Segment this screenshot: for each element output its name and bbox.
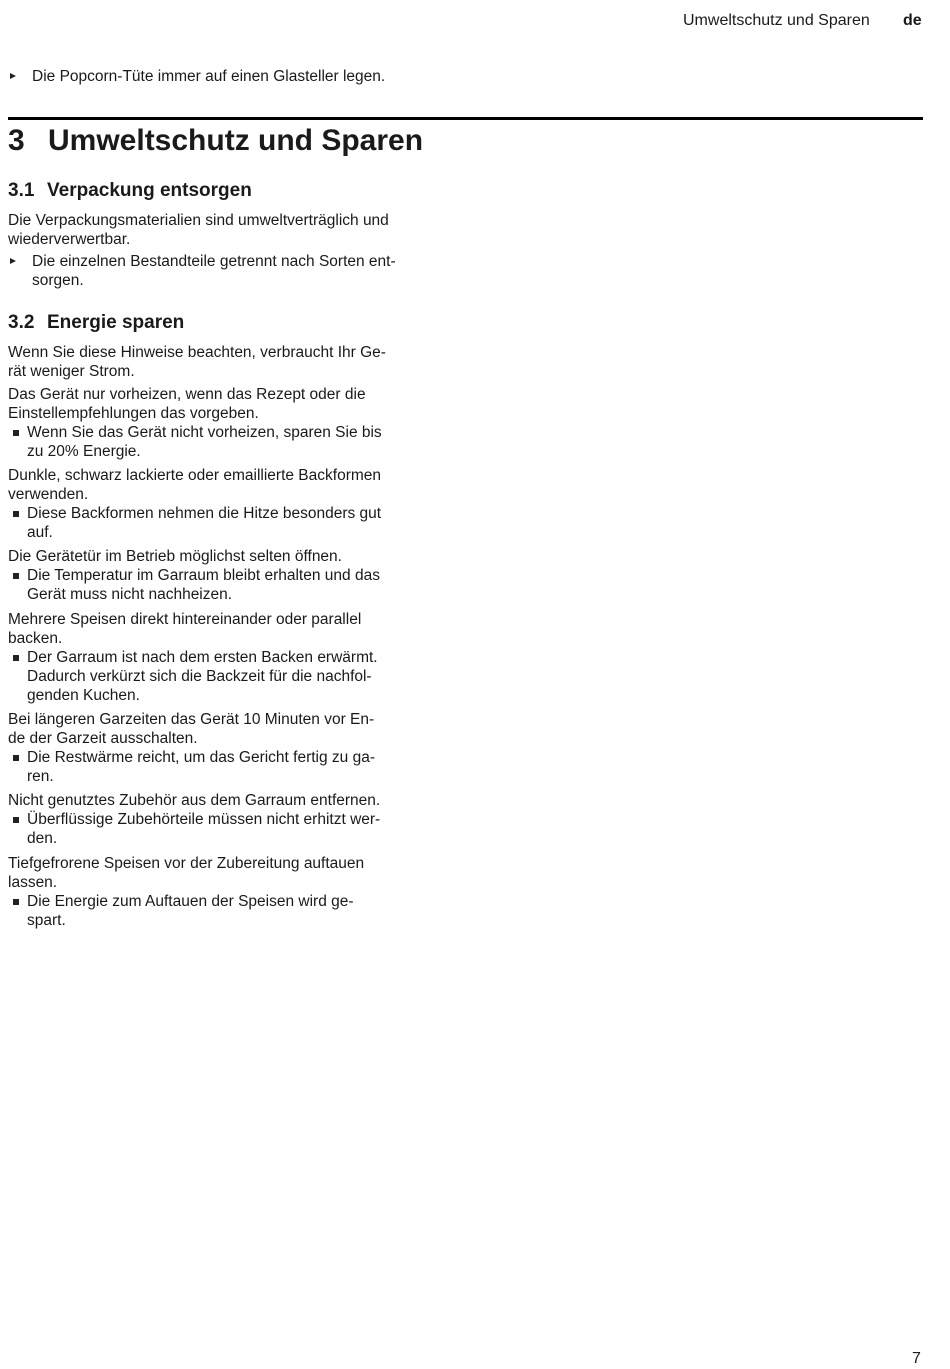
text-line: verwenden. [8, 486, 89, 503]
text-line: Tiefgefrorene Speisen vor der Zubereitung auftauen [8, 855, 365, 872]
chapter-divider [8, 117, 923, 120]
section-number: 3.2 [8, 312, 35, 333]
text-line: spart. [27, 912, 66, 929]
paragraph [8, 211, 448, 249]
instruction-text: Die Popcorn-Tüte immer auf einen Glasteller legen. [32, 68, 386, 85]
text-line: Wenn Sie diese Hinweise beachten, verbraucht Ihr Ge- [8, 344, 386, 361]
paragraph [8, 547, 448, 566]
chapter-number: 3 [8, 124, 25, 157]
list-item [8, 648, 448, 705]
square-bullet-icon [13, 817, 19, 823]
text-line: Diese Backformen nehmen die Hitze besonders gut [27, 505, 382, 522]
text-line: Mehrere Speisen direkt hintereinander oder parallel [8, 611, 362, 628]
square-bullet-icon [13, 511, 19, 517]
text-line: Das Gerät nur vorheizen, wenn das Rezept oder die [8, 386, 366, 403]
text-line: Der Garraum ist nach dem ersten Backen erwärmt. [27, 649, 378, 666]
paragraph [8, 791, 448, 810]
list-item [8, 810, 448, 848]
language-code: de [903, 12, 922, 29]
text-line: backen. [8, 630, 63, 647]
running-header-title: Umweltschutz und Sparen [683, 12, 870, 29]
popcorn-instruction [8, 67, 448, 86]
chapter-title: Umweltschutz und Sparen [48, 124, 424, 157]
text-line: Überflüssige Zubehörteile müssen nicht erhitzt wer- [27, 811, 381, 828]
paragraph [8, 854, 448, 892]
paragraph [8, 343, 448, 381]
paragraph [8, 385, 448, 423]
text-line: rät weniger Strom. [8, 363, 135, 380]
paragraph [8, 466, 448, 504]
text-line: Wenn Sie das Gerät nicht vorheizen, sparen Sie bis [27, 424, 382, 441]
list-item [8, 892, 448, 930]
text-line: genden Kuchen. [27, 687, 140, 704]
text-line: den. [27, 830, 58, 847]
text-line: Die Energie zum Auftauen der Speisen wird ge- [27, 893, 354, 910]
square-bullet-icon [13, 430, 19, 436]
square-bullet-icon [13, 755, 19, 761]
text-line: auf. [27, 524, 53, 541]
square-bullet-icon [13, 899, 19, 905]
text-line: Bei längeren Garzeiten das Gerät 10 Minuten vor En- [8, 711, 375, 728]
section-title: Verpackung entsorgen [47, 180, 252, 201]
text-line: sorgen. [32, 272, 84, 289]
text-line: Gerät muss nicht nachheizen. [27, 586, 233, 603]
text-line: zu 20% Energie. [27, 443, 141, 460]
text-line: lassen. [8, 874, 58, 891]
text-line: Die einzelnen Bestandteile getrennt nach Sorten ent- [32, 253, 396, 270]
section-heading-3-2 [8, 312, 184, 334]
text-line: Die Temperatur im Garraum bleibt erhalten und das [27, 567, 380, 584]
paragraph [8, 610, 448, 648]
text-line: wiederverwertbar. [8, 231, 131, 248]
page-number: 7 [912, 1350, 921, 1367]
text-line: de der Garzeit ausschalten. [8, 730, 198, 747]
section-heading-3-1 [8, 180, 252, 202]
triangle-bullet-icon [10, 73, 16, 79]
text-line: Dadurch verkürzt sich die Backzeit für die nachfol- [27, 668, 372, 685]
triangle-bullet-icon [10, 258, 16, 264]
text-line: Die Restwärme reicht, um das Gericht fertig zu ga- [27, 749, 376, 766]
instruction-item [8, 252, 448, 290]
square-bullet-icon [13, 573, 19, 579]
list-item [8, 566, 448, 604]
section-title: Energie sparen [47, 312, 185, 333]
text-line: Die Verpackungsmaterialien sind umweltverträglich und [8, 212, 389, 229]
list-item [8, 504, 448, 542]
text-line: Dunkle, schwarz lackierte oder emaillierte Backformen [8, 467, 382, 484]
paragraph [8, 710, 448, 748]
list-item [8, 748, 448, 786]
text-line: Einstellempfehlungen das vorgeben. [8, 405, 259, 422]
list-item [8, 423, 448, 461]
square-bullet-icon [13, 655, 19, 661]
text-line: ren. [27, 768, 54, 785]
section-number: 3.1 [8, 180, 35, 201]
chapter-heading [8, 124, 423, 158]
text-line: Die Gerätetür im Betrieb möglichst selten öffnen. [8, 548, 342, 565]
text-line: Nicht genutztes Zubehör aus dem Garraum entfernen. [8, 792, 381, 809]
